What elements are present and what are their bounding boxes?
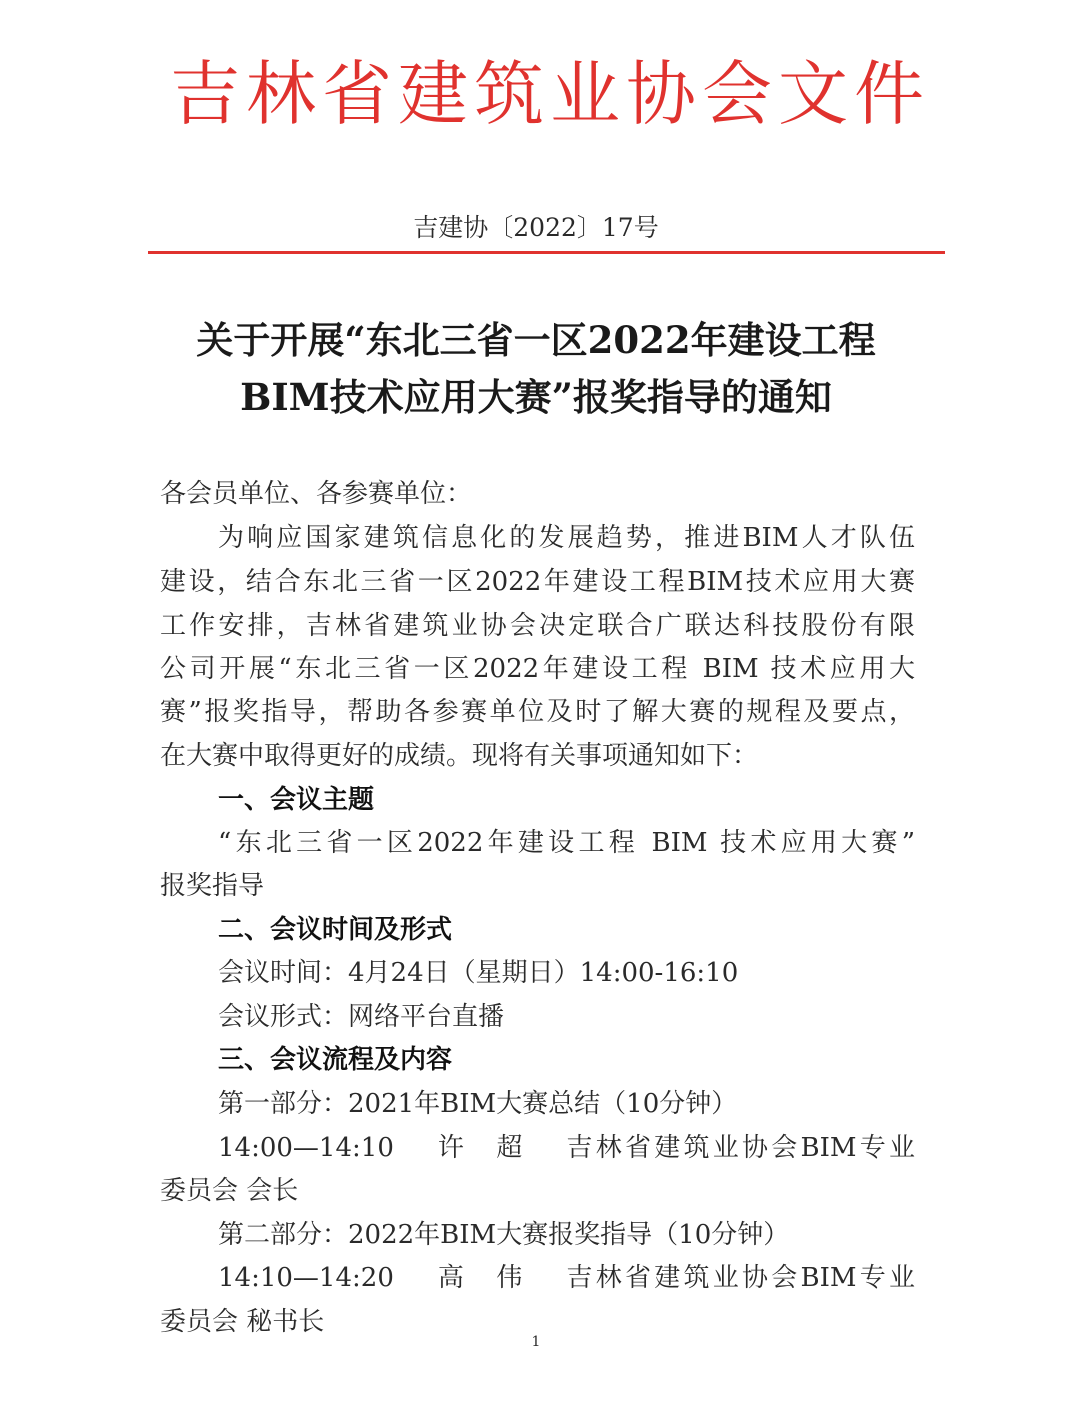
part-title: 第二部分：2022年BIM大赛报奖指导（10分钟） [218,1220,790,1250]
notice-title-line2: BIM技术应用大赛”报奖指导的通知 [240,375,832,419]
part-title: 第一部分：2021年BIM大赛总结（10分钟） [218,1089,738,1119]
page-number: 1 [531,1334,541,1350]
document-number: 吉建协〔2022〕17号 [413,213,659,242]
notice-title-line1: 关于开展“东北三省一区2022年建设工程 [196,318,876,362]
red-divider [148,251,945,254]
part-schedule-cont: 委员会 会长 [160,1176,299,1206]
part-schedule-cont: 委员会 秘书长 [160,1307,325,1337]
part-schedule: 14:10—14:20 高 伟 吉林省建筑业协会BIM专业 [218,1263,915,1293]
intro-line: 为响应国家建筑信息化的发展趋势，推进BIM人才队伍 [218,523,915,553]
section-heading: 三、会议流程及内容 [218,1045,453,1075]
section-text: 报奖指导 [160,871,265,901]
section-heading: 二、会议时间及形式 [218,915,453,945]
intro-line: 工作安排，吉林省建筑业协会决定联合广联达科技股份有限 [160,611,915,641]
intro-line: 公司开展“东北三省一区2022年建设工程 BIM 技术应用大 [160,654,915,684]
document-header-title: 吉林省建筑业协会文件 [170,53,930,135]
section-text: “东北三省一区2022年建设工程 BIM 技术应用大赛” [218,828,915,858]
meeting-time: 会议时间：4月24日（星期日）14:00-16:10 [218,958,739,988]
section-heading: 一、会议主题 [218,785,375,815]
meeting-format: 会议形式：网络平台直播 [218,1002,505,1032]
intro-line: 建设，结合东北三省一区2022年建设工程BIM技术应用大赛 [160,567,915,597]
intro-line: 赛”报奖指导，帮助各参赛单位及时了解大赛的规程及要点， [160,697,915,727]
salutation: 各会员单位、各参赛单位： [160,479,473,509]
part-schedule: 14:00—14:10 许 超 吉林省建筑业协会BIM专业 [218,1133,915,1163]
intro-line: 在大赛中取得更好的成绩。现将有关事项通知如下： [160,741,759,771]
